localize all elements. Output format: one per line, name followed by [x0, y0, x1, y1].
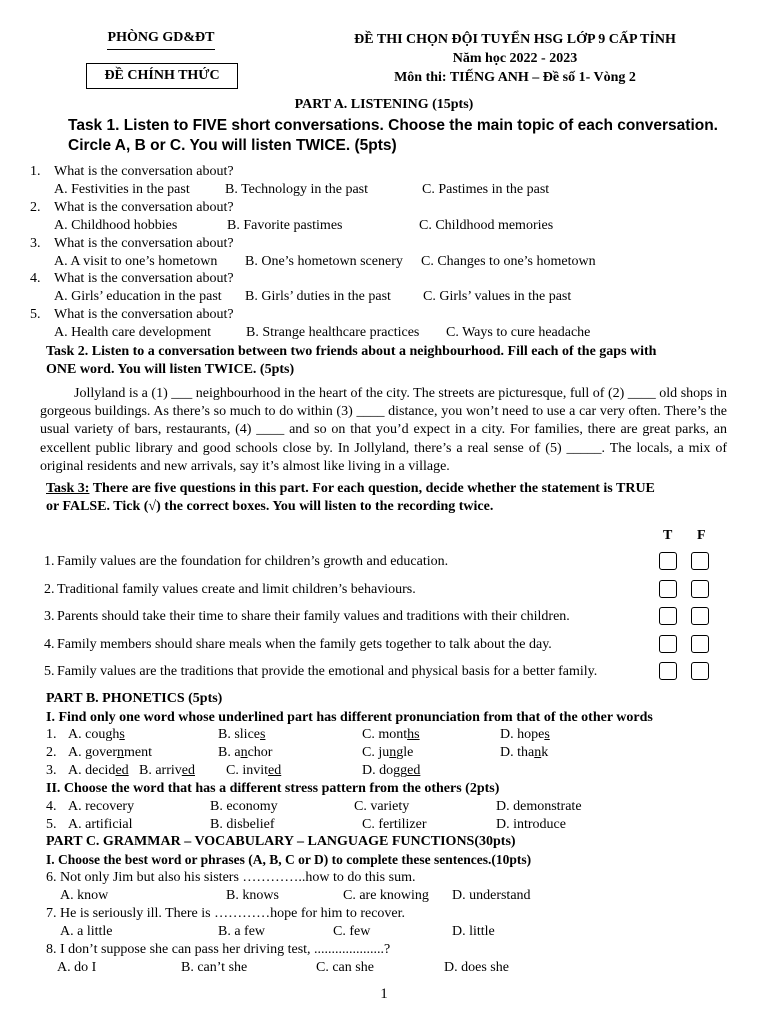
statement-text: Family values are the traditions that provide the emotional and physical basis for a better family. [57, 664, 598, 679]
option-prefix: C. invit [226, 763, 269, 778]
underlined-part: n [117, 745, 124, 760]
option-suffix: gle [396, 745, 414, 760]
question-number: 5. [46, 817, 57, 832]
part-b-title: PART B. PHONETICS (5pts) [46, 691, 223, 706]
option-prefix: A. cough [68, 727, 120, 742]
question-text: What is the conversation about? [54, 271, 234, 287]
question-number: 4. [30, 271, 41, 287]
option-b[interactable]: B. One’s hometown scenery [245, 253, 403, 269]
false-checkbox[interactable] [691, 607, 709, 625]
question-number: 1. [46, 727, 57, 742]
question-text: 6. Not only Jim but also his sisters …………..how to do this sum. [46, 870, 416, 885]
option-b[interactable]: B. Favorite pastimes [227, 217, 343, 233]
option-b[interactable] [139, 762, 195, 780]
question-number: 2. [46, 745, 57, 760]
grammar-section1-title: I. Choose the best word or phrases (A, B, C or D) to complete these sentences.(10pts) [46, 852, 532, 867]
part-c-title: PART C. GRAMMAR – VOCABULARY – LANGUAGE FUNCTIONS(30pts) [46, 834, 516, 849]
option-b[interactable] [218, 744, 272, 762]
option-a[interactable]: A. Health care development [54, 325, 212, 341]
option-c[interactable] [226, 762, 281, 780]
part-a-title: PART A. LISTENING (15pts) [294, 97, 474, 112]
page-number: 1 [380, 986, 388, 1002]
option-d[interactable]: D. introduce [496, 817, 566, 832]
option-prefix: B. arriv [139, 763, 182, 778]
option-suffix: chor [247, 745, 273, 760]
option-a[interactable] [68, 726, 125, 744]
question-text: 8. I don’t suppose she can pass her driving test, ....................? [46, 941, 391, 957]
true-column-header: T [663, 528, 673, 543]
option-a[interactable] [68, 762, 129, 780]
statement-number: 2. [44, 581, 55, 597]
option-prefix: D. hope [500, 727, 545, 742]
question-number: 1. [30, 164, 41, 179]
option-c[interactable]: C. are knowing [343, 888, 429, 903]
phonetics-section1-title: I. Find only one word whose underlined part has different pronunciation from that of the other words [46, 710, 653, 725]
option-d[interactable]: D. little [452, 923, 495, 939]
task2-passage: Jollyland is a (1) ___ neighbourhood in the heart of the city. The streets are picturesque, full of (2) ____ old shops in gorgeous buildings. As there’s so much to do within (3) ____ distance, you won’t need to use a car very often. There’s the usual variety of bars, restaurants, (4) ____ and so on that you’d expect in a city. For families, there are great parks, an excellent public library and good schools close by. In Jollyland, there’s a real sense of (5) _____. The locals, a mix of original residents and new arrivals, say it’s almost like living in a village. [40, 386, 727, 474]
department-header [86, 30, 236, 50]
option-b[interactable]: B. Girls’ duties in the past [245, 289, 391, 305]
option-d[interactable]: D. understand [452, 888, 531, 903]
option-a[interactable]: A. A visit to one’s hometown [54, 253, 218, 269]
question-text: What is the conversation about? [54, 199, 234, 215]
option-d[interactable] [500, 726, 550, 744]
option-c[interactable]: C. variety [354, 799, 410, 814]
option-a[interactable]: A. artificial [68, 817, 133, 832]
task3-instruction-line2: or FALSE. Tick (√) the correct boxes. You will listen to the recording twice. [46, 499, 494, 514]
option-c[interactable] [362, 726, 420, 744]
true-checkbox[interactable] [659, 607, 677, 625]
option-a[interactable]: A. Girls’ education in the past [54, 289, 222, 305]
underlined-part: n [534, 745, 542, 760]
exam-header [300, 30, 730, 87]
option-b[interactable]: B. Strange healthcare practices [246, 325, 420, 341]
option-a[interactable] [68, 744, 152, 762]
option-prefix: A. decid [68, 763, 116, 778]
official-stamp-box [86, 63, 238, 89]
false-checkbox[interactable] [691, 552, 709, 570]
task2-instruction-line1: Task 2. Listen to a conversation between two friends about a neighbourhood. Fill each of the gaps with [46, 344, 657, 359]
question-text: What is the conversation about? [54, 164, 234, 179]
question-number: 2. [30, 199, 41, 215]
statement-number: 1. [44, 554, 55, 569]
option-b[interactable] [218, 726, 265, 744]
department-name: PHÒNG GD&ĐT [107, 30, 215, 45]
option-c[interactable]: C. Pastimes in the past [422, 182, 550, 197]
underlined-part: ed [407, 763, 421, 778]
option-c[interactable]: C. can she [316, 959, 374, 975]
option-c[interactable]: C. Ways to cure headache [446, 325, 591, 341]
option-a[interactable]: A. Festivities in the past [54, 182, 190, 197]
task3-instruction-line1 [46, 480, 655, 498]
underlined-part: n [240, 745, 248, 760]
statement-number: 5. [44, 664, 55, 679]
option-suffix: ment [124, 745, 152, 760]
option-prefix: C. mont [362, 727, 408, 742]
option-prefix: B. slice [218, 727, 260, 742]
phonetics-section2-title: II. Choose the word that has a different stress pattern from the others (2pts) [46, 781, 500, 796]
true-checkbox[interactable] [659, 580, 677, 598]
option-prefix: B. a [218, 745, 241, 760]
option-c[interactable] [362, 744, 413, 762]
header-divider [107, 49, 215, 50]
task3-instruction-text: There are five questions in this part. For each question, decide whether the statement is TRUE [89, 481, 655, 496]
option-d[interactable] [362, 762, 420, 780]
option-b[interactable]: B. Technology in the past [225, 182, 369, 197]
underlined-part: ed [181, 763, 195, 778]
option-d[interactable]: D. demonstrate [496, 799, 582, 814]
false-checkbox[interactable] [691, 635, 709, 653]
underlined-part: s [119, 727, 125, 742]
statement-number: 3. [44, 609, 55, 624]
option-a[interactable]: A. know [60, 888, 109, 903]
official-label: ĐỀ CHÍNH THỨC [104, 68, 220, 83]
statement-number: 4. [44, 636, 55, 652]
option-d[interactable] [500, 744, 548, 762]
statement-text: Family values are the foundation for children’s growth and education. [57, 554, 449, 569]
underlined-part: n [389, 745, 397, 760]
option-b[interactable]: B. knows [226, 888, 279, 903]
exam-subject: Môn thi: TIẾNG ANH – Đề số 1- Vòng 2 [394, 70, 636, 85]
question-number: 3. [30, 235, 41, 251]
option-c[interactable]: C. Girls’ values in the past [423, 289, 572, 305]
statement-text: Traditional family values create and limit children’s behaviours. [57, 581, 416, 597]
task1-instruction: Task 1. Listen to FIVE short conversations. Choose the main topic of each conversation. Circle A, B or C. You will listen TWICE. (5pts) [68, 117, 718, 154]
false-checkbox[interactable] [691, 580, 709, 598]
question-text: What is the conversation about? [54, 307, 234, 323]
option-suffix: k [541, 745, 549, 760]
false-column-header: F [697, 528, 706, 543]
school-year: Năm học 2022 - 2023 [452, 51, 578, 66]
option-prefix: C. ju [362, 745, 390, 760]
task3-label: Task 3: [46, 481, 90, 496]
underlined-part: s [260, 727, 266, 742]
underlined-part: s [544, 727, 550, 742]
question-number: 3. [46, 763, 57, 778]
true-checkbox[interactable] [659, 635, 677, 653]
exam-title: ĐỀ THI CHỌN ĐỘI TUYỂN HSG LỚP 9 CẤP TỈNH [354, 32, 676, 47]
underlined-part: ed [268, 763, 282, 778]
option-a[interactable]: A. a little [60, 923, 113, 939]
option-prefix: D. tha [500, 745, 535, 760]
option-b[interactable]: B. economy [210, 799, 278, 814]
statement-text: Parents should take their time to share their family values and traditions with their children. [57, 609, 570, 624]
underlined-part: hs [407, 727, 420, 742]
statement-text: Family members should share meals when the family gets together to talk about the day. [57, 636, 552, 652]
option-b[interactable]: B. can’t she [181, 959, 248, 975]
false-checkbox[interactable] [691, 662, 709, 680]
question-text: What is the conversation about? [54, 235, 234, 251]
option-b[interactable]: B. a few [218, 923, 266, 939]
true-checkbox[interactable] [659, 552, 677, 570]
underlined-part: ed [115, 763, 129, 778]
question-text: 7. He is seriously ill. There is …………hope for him to recover. [46, 905, 406, 921]
option-c[interactable]: C. Childhood memories [419, 217, 554, 233]
question-number: 4. [46, 799, 57, 814]
option-c[interactable]: C. Changes to one’s hometown [421, 253, 596, 269]
true-checkbox[interactable] [659, 662, 677, 680]
task2-instruction-line2: ONE word. You will listen TWICE. (5pts) [46, 362, 295, 377]
option-c[interactable]: C. fertilizer [362, 817, 427, 832]
question-number: 5. [30, 307, 41, 323]
option-d[interactable]: D. does she [444, 959, 509, 975]
option-b[interactable]: B. disbelief [210, 817, 275, 832]
option-prefix: A. gover [68, 745, 117, 760]
option-c[interactable]: C. few [333, 923, 371, 939]
option-a[interactable]: A. recovery [68, 799, 135, 814]
option-prefix: D. dogg [362, 763, 408, 778]
option-a[interactable]: A. Childhood hobbies [54, 217, 178, 233]
option-a[interactable]: A. do I [57, 959, 97, 975]
